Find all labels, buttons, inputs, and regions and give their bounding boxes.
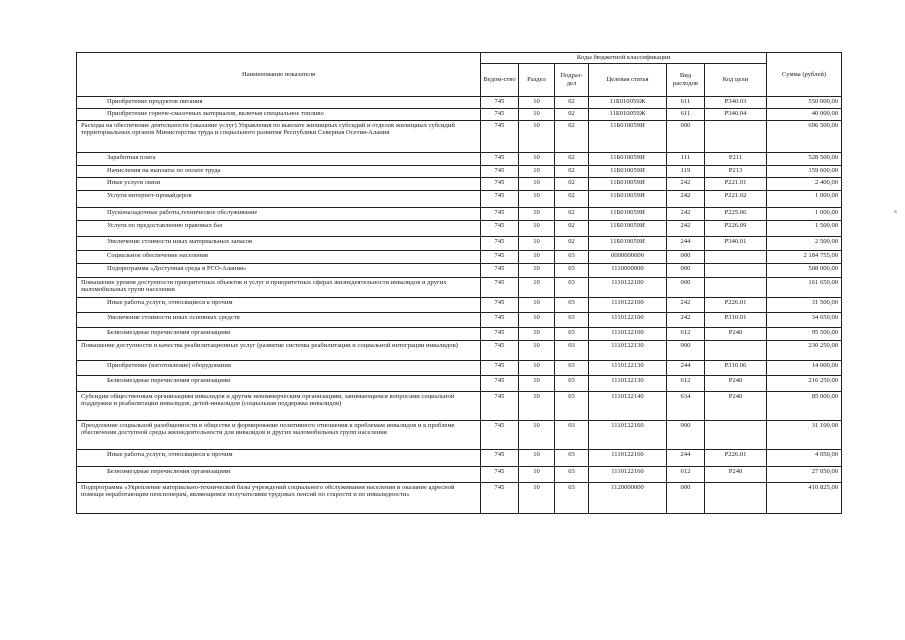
cell-kc	[705, 482, 767, 513]
cell-v: 745	[481, 277, 519, 297]
cell-v: 745	[481, 236, 519, 250]
cell-v: 745	[481, 466, 519, 482]
cell-r: 10	[519, 277, 555, 297]
cell-kc: Р226.01	[705, 297, 767, 312]
cell-r: 10	[519, 190, 555, 207]
cell-s: 696 500,00	[767, 120, 842, 152]
table-row	[77, 312, 842, 327]
cell-name: Увеличение стоимости иных основных средств	[77, 312, 481, 327]
cell-p: 02	[555, 152, 589, 165]
cell-r: 10	[519, 312, 555, 327]
cell-vr: 611	[667, 108, 705, 120]
cell-r: 10	[519, 207, 555, 220]
cell-r: 10	[519, 327, 555, 340]
cell-v: 745	[481, 312, 519, 327]
cell-kc	[705, 340, 767, 360]
cell-r: 10	[519, 263, 555, 277]
table-row	[77, 327, 842, 340]
cell-vr: 000	[667, 277, 705, 297]
cell-r: 10	[519, 482, 555, 513]
cell-cs: 11Б010059И	[589, 220, 667, 236]
cell-cs: 1110122130	[589, 360, 667, 375]
cell-vr: 000	[667, 263, 705, 277]
table-row	[77, 207, 842, 220]
cell-v: 745	[481, 375, 519, 391]
cell-v: 745	[481, 420, 519, 449]
cell-kc: Р310.06	[705, 360, 767, 375]
cell-p: 02	[555, 165, 589, 177]
cell-v: 745	[481, 152, 519, 165]
cell-vr: 612	[667, 375, 705, 391]
cell-r: 10	[519, 466, 555, 482]
cell-cs: 11Б010059И	[589, 165, 667, 177]
cell-s: 85 000,00	[767, 391, 842, 420]
header-vedomstvo: Ведом-ство	[481, 63, 519, 96]
cell-kc	[705, 120, 767, 152]
cell-vr: 000	[667, 250, 705, 263]
cell-vr: 244	[667, 236, 705, 250]
table-row	[77, 360, 842, 375]
cell-kc: Р340.01	[705, 236, 767, 250]
table-row	[77, 177, 842, 190]
cell-kc: Р240	[705, 327, 767, 340]
cell-s: 410 825,00	[767, 482, 842, 513]
cell-cs: 11Б010059Ж	[589, 108, 667, 120]
cell-kc: Р225.06	[705, 207, 767, 220]
cell-name: Преодоление социальной разобщенности в обществе и формирование позитивного отношения к проблемам инвалидов и к проблеме обеспечения доступной среды жизнедеятельности для инвалидов и других маломобильных групп населения	[77, 420, 481, 449]
cell-kc: Р221.02	[705, 190, 767, 207]
cell-s: 31 100,00	[767, 420, 842, 449]
cell-name: Социальное обеспечение населения	[77, 250, 481, 263]
cell-s: 2 400,00	[767, 177, 842, 190]
cell-kc: Р221.01	[705, 177, 767, 190]
cell-v: 745	[481, 96, 519, 108]
header-codes-group: Коды бюджетной классификации	[481, 53, 767, 64]
cell-r: 10	[519, 420, 555, 449]
cell-v: 745	[481, 391, 519, 420]
cell-vr: 000	[667, 340, 705, 360]
cell-vr: 612	[667, 327, 705, 340]
cell-v: 745	[481, 108, 519, 120]
cell-r: 10	[519, 108, 555, 120]
cell-s: 2 500,00	[767, 236, 842, 250]
cell-cs: 11Б010059И	[589, 190, 667, 207]
cell-vr: 612	[667, 466, 705, 482]
table-row	[77, 449, 842, 466]
table-row	[77, 375, 842, 391]
cell-s: 95 500,00	[767, 327, 842, 340]
table-row	[77, 391, 842, 420]
cell-p: 02	[555, 190, 589, 207]
table-row	[77, 482, 842, 513]
table-body	[77, 96, 842, 513]
cell-kc	[705, 250, 767, 263]
cell-r: 10	[519, 220, 555, 236]
cell-name: Повышение уровня доступности приоритетных объектов и услуг в приоритетных сферах жизнедеятельности инвалидов и других маломобильных групп населения	[77, 277, 481, 297]
cell-name: Услуги по предоставлению правовых баз	[77, 220, 481, 236]
cell-s: 550 000,00	[767, 96, 842, 108]
cell-cs: 1110122160	[589, 420, 667, 449]
scan-speck	[894, 210, 897, 213]
cell-vr: 119	[667, 165, 705, 177]
cell-p: 03	[555, 360, 589, 375]
cell-vr: 242	[667, 220, 705, 236]
cell-cs: 11Б010059И	[589, 120, 667, 152]
cell-s: 31 500,00	[767, 297, 842, 312]
cell-p: 02	[555, 108, 589, 120]
cell-vr: 000	[667, 120, 705, 152]
header-target: Целевая статья	[589, 63, 667, 96]
cell-cs: 1120000000	[589, 482, 667, 513]
cell-p: 02	[555, 236, 589, 250]
cell-vr: 000	[667, 420, 705, 449]
table-row	[77, 263, 842, 277]
table-row	[77, 340, 842, 360]
cell-r: 10	[519, 449, 555, 466]
cell-name: Расходы на обеспечение деятельности (оказание услуг) Управления по выплате жилищных субсидий и отделов жилищных субсидий территориальных органов Министерства труда и социального развития Республики Северная Осетия-Алания	[77, 120, 481, 152]
cell-s: 1 500,00	[767, 220, 842, 236]
cell-v: 745	[481, 165, 519, 177]
cell-s: 1 000,00	[767, 190, 842, 207]
cell-vr: 242	[667, 190, 705, 207]
cell-cs: 1110122100	[589, 277, 667, 297]
table-row	[77, 190, 842, 207]
cell-name: Подпрограмма «Доступная среда в РСО-Алания»	[77, 263, 481, 277]
cell-kc: Р340.04	[705, 108, 767, 120]
cell-name: Безвозмездные перечисления организациям	[77, 466, 481, 482]
table-row	[77, 466, 842, 482]
cell-name: Пусконаладочные работы,техническое обслуживание	[77, 207, 481, 220]
cell-p: 03	[555, 263, 589, 277]
cell-s: 528 500,00	[767, 152, 842, 165]
header-sum: Сумма (рублей)	[767, 53, 842, 97]
cell-s: 34 650,00	[767, 312, 842, 327]
cell-s: 230 250,00	[767, 340, 842, 360]
cell-s: 4 050,00	[767, 449, 842, 466]
cell-name: Безвозмездные перечисления организациям	[77, 375, 481, 391]
cell-s: 2 184 755,00	[767, 250, 842, 263]
cell-v: 745	[481, 449, 519, 466]
cell-name: Повышение доступности и качества реабилитационных услуг (развитие системы реабилитации и социальной интеграции инвалидов)	[77, 340, 481, 360]
cell-cs: 1110122160	[589, 466, 667, 482]
header-vid: Вид расходов	[667, 63, 705, 96]
table-row	[77, 297, 842, 312]
cell-v: 745	[481, 220, 519, 236]
cell-p: 03	[555, 340, 589, 360]
cell-kc: Р240	[705, 391, 767, 420]
cell-p: 03	[555, 375, 589, 391]
cell-s: 1 000,00	[767, 207, 842, 220]
cell-vr: 111	[667, 152, 705, 165]
cell-v: 745	[481, 327, 519, 340]
cell-vr: 611	[667, 96, 705, 108]
cell-r: 10	[519, 375, 555, 391]
cell-r: 10	[519, 391, 555, 420]
cell-p: 03	[555, 297, 589, 312]
table-row	[77, 152, 842, 165]
table-row	[77, 220, 842, 236]
cell-r: 10	[519, 165, 555, 177]
table-row	[77, 420, 842, 449]
cell-cs: 11Б010059И	[589, 236, 667, 250]
cell-name: Иные работы,услуги, относящиеся к прочим	[77, 297, 481, 312]
cell-vr: 242	[667, 312, 705, 327]
cell-cs: 1110000000	[589, 263, 667, 277]
cell-kc: Р226.09	[705, 220, 767, 236]
cell-kc: Р226.01	[705, 449, 767, 466]
cell-kc: Р240	[705, 375, 767, 391]
cell-r: 10	[519, 120, 555, 152]
cell-cs: 1110122130	[589, 375, 667, 391]
cell-kc: Р240	[705, 466, 767, 482]
cell-v: 745	[481, 340, 519, 360]
cell-s: 159 600,00	[767, 165, 842, 177]
cell-cs: 11Б010059И	[589, 177, 667, 190]
cell-v: 745	[481, 177, 519, 190]
cell-p: 03	[555, 449, 589, 466]
cell-p: 02	[555, 220, 589, 236]
budget-table	[76, 52, 842, 514]
cell-s: 27 050,00	[767, 466, 842, 482]
cell-name: Услуги интернет-провайдеров	[77, 190, 481, 207]
cell-v: 745	[481, 297, 519, 312]
cell-r: 10	[519, 250, 555, 263]
cell-name: Безвозмездные перечисления организациям	[77, 327, 481, 340]
cell-r: 10	[519, 177, 555, 190]
cell-r: 10	[519, 96, 555, 108]
cell-vr: 244	[667, 360, 705, 375]
cell-s: 216 250,00	[767, 375, 842, 391]
cell-kc	[705, 263, 767, 277]
cell-r: 10	[519, 360, 555, 375]
cell-cs: 1110122140	[589, 391, 667, 420]
cell-p: 02	[555, 207, 589, 220]
cell-v: 745	[481, 482, 519, 513]
cell-s: 14 000,00	[767, 360, 842, 375]
cell-name: Начисления на выплаты по оплате труда	[77, 165, 481, 177]
cell-kc: Р211	[705, 152, 767, 165]
cell-v: 745	[481, 190, 519, 207]
cell-p: 03	[555, 250, 589, 263]
cell-p: 02	[555, 96, 589, 108]
cell-cs: 1110122100	[589, 312, 667, 327]
table-row	[77, 120, 842, 152]
cell-name: Приобретение горюче-смазочных материалов, включая специальное топливо	[77, 108, 481, 120]
cell-vr: 634	[667, 391, 705, 420]
cell-name: Подпрограмма «Укрепление материально-технической базы учреждений социального обслуживания населения и оказание адресной помощи неработающим пенсионерам, являющимся получателями трудовых пенсий по старости и по инвалидности»	[77, 482, 481, 513]
cell-kc: Р213	[705, 165, 767, 177]
cell-vr: 242	[667, 177, 705, 190]
cell-kc: Р310.01	[705, 312, 767, 327]
cell-vr: 244	[667, 449, 705, 466]
cell-name: Увеличение стоимости иных материальных запасов	[77, 236, 481, 250]
cell-cs: 11Б010059И	[589, 152, 667, 165]
header-name: Наименование показателя	[77, 53, 481, 97]
table-row	[77, 96, 842, 108]
cell-p: 02	[555, 120, 589, 152]
cell-r: 10	[519, 152, 555, 165]
cell-vr: 242	[667, 297, 705, 312]
cell-kc	[705, 277, 767, 297]
cell-name: Заработная плата	[77, 152, 481, 165]
cell-p: 03	[555, 420, 589, 449]
cell-r: 10	[519, 340, 555, 360]
table-row	[77, 108, 842, 120]
cell-cs: 1110122130	[589, 340, 667, 360]
header-kod-celi: Код цели	[705, 63, 767, 96]
cell-name: Субсидии общественным организациям инвалидов и другим некоммерческим организациям, занимающимся вопросами социальной поддержки и реабилитации инвалидов, детей-инвалидов (социальная поддержка инвалидов)	[77, 391, 481, 420]
cell-vr: 242	[667, 207, 705, 220]
cell-p: 03	[555, 277, 589, 297]
cell-r: 10	[519, 297, 555, 312]
cell-name: Приобретение (изготовление) оборудования	[77, 360, 481, 375]
cell-v: 745	[481, 250, 519, 263]
cell-r: 10	[519, 236, 555, 250]
cell-s: 161 650,00	[767, 277, 842, 297]
cell-name: Приобретение продуктов питания	[77, 96, 481, 108]
cell-vr: 000	[667, 482, 705, 513]
cell-p: 03	[555, 466, 589, 482]
cell-cs: 1110122160	[589, 449, 667, 466]
cell-name: Иные услуги связи	[77, 177, 481, 190]
cell-cs: 11Б010059Ж	[589, 96, 667, 108]
cell-p: 03	[555, 327, 589, 340]
cell-cs: 1110122100	[589, 297, 667, 312]
cell-cs: 11Б010059И	[589, 207, 667, 220]
header-razdel: Раздел	[519, 63, 555, 96]
cell-p: 03	[555, 391, 589, 420]
cell-kc: Р340.03	[705, 96, 767, 108]
cell-kc	[705, 420, 767, 449]
cell-s: 508 000,00	[767, 263, 842, 277]
header-podrazdel: Подраз-дел	[555, 63, 589, 96]
table-row	[77, 165, 842, 177]
table-row	[77, 250, 842, 263]
budget-table-sheet	[76, 52, 841, 514]
cell-p: 03	[555, 312, 589, 327]
cell-s: 40 000,00	[767, 108, 842, 120]
table-row	[77, 277, 842, 297]
cell-cs: 0000000000	[589, 250, 667, 263]
cell-name: Иные работы,услуги, относящиеся к прочим	[77, 449, 481, 466]
cell-v: 745	[481, 360, 519, 375]
cell-v: 745	[481, 120, 519, 152]
cell-v: 745	[481, 263, 519, 277]
cell-p: 03	[555, 482, 589, 513]
table-row	[77, 236, 842, 250]
cell-p: 02	[555, 177, 589, 190]
cell-v: 745	[481, 207, 519, 220]
cell-cs: 1110122100	[589, 327, 667, 340]
